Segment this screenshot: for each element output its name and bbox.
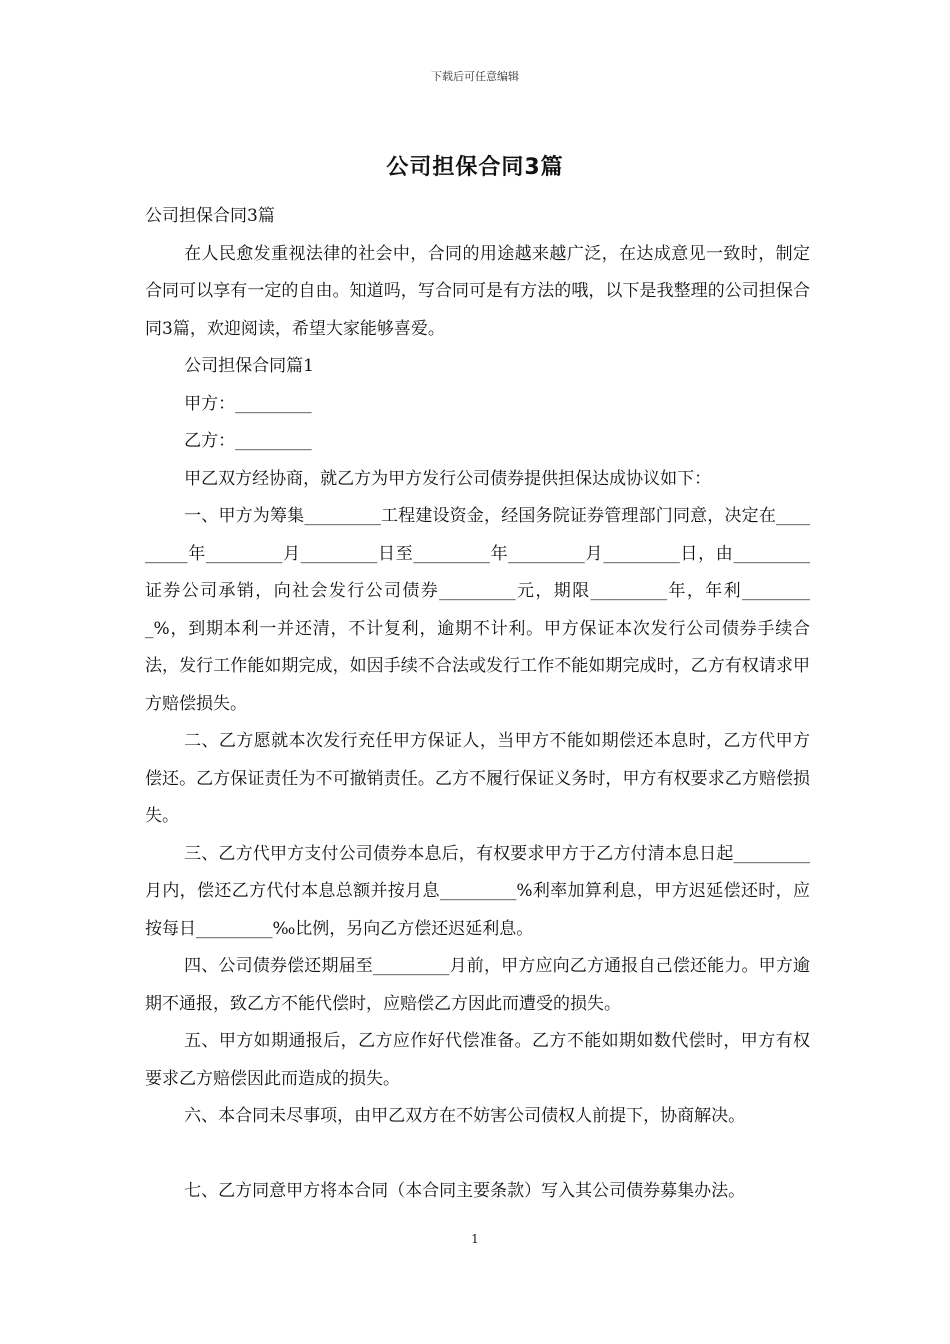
blank-line	[145, 1136, 810, 1174]
party-b-line: 乙方：_________	[184, 431, 312, 451]
intro-paragraph: 在人民愈发重视法律的社会中，合同的用途越来越广泛，在达成意见一致时，制定合同可以享有一定的自由。知道吗，写合同可是有方法的哦，以下是我整理的公司担保合同3篇，欢迎阅读，希望大家能够喜爱。	[145, 243, 810, 339]
clause-3: 三、乙方代甲方支付公司债券本息后，有权要求甲方于乙方付清本息日起_________月内，偿还乙方代付本息总额并按月息_________%利率加算利息，甲方迟延偿还时，应按每日_________‰比例，另向乙方偿还迟延利息。	[145, 843, 810, 939]
party-a-line: 甲方：_________	[184, 393, 312, 414]
clause-7: 七、乙方同意甲方将本合同（本合同主要条款）写入其公司债券募集办法。	[184, 1181, 746, 1201]
clause-1: 一、甲方为筹集_________工程建设资金，经国务院证券管理部门同意，决定在_________年_________月_________日至_________年_________月_________日，由_________证券公司承销，向社会发行公司债券_________元，期限_________年，年利_________%，到期本利一并还清，不计复利，逾期不计利。甲方保证本次发行公司债券手续合法，发行工作能如期完成，如因手续不合法或发行工作不能如期完成时，乙方有权请求甲方赔偿损失。	[145, 506, 810, 714]
section-heading: 公司担保合同篇1	[184, 356, 314, 376]
document-body	[145, 198, 810, 1211]
document-title: 公司担保合同3篇	[386, 155, 564, 180]
page-number: 1	[471, 1232, 479, 1246]
clause-6: 六、本合同未尽事项，由甲乙双方在不妨害公司债权人前提下，协商解决。	[184, 1106, 746, 1126]
clause-5: 五、甲方如期通报后，乙方应作好代偿准备。乙方不能如期如数代偿时，甲方有权要求乙方赔偿因此而造成的损失。	[145, 1031, 810, 1089]
agreement-preamble: 甲乙双方经协商，就乙方为甲方发行公司债券提供担保达成协议如下：	[184, 468, 712, 489]
clause-2: 二、乙方愿就本次发行充任甲方保证人，当甲方不能如期偿还本息时，乙方代甲方偿还。乙方保证责任为不可撤销责任。乙方不履行保证义务时，甲方有权要求乙方赔偿损失。	[145, 731, 810, 826]
clause-4: 四、公司债券偿还期届至_________月前，甲方应向乙方通报自己偿还能力。甲方逾期不通报，致乙方不能代偿时，应赔偿乙方因此而遭受的损失。	[145, 956, 810, 1014]
header-note: 下载后可任意编辑	[431, 70, 519, 83]
subtitle-line: 公司担保合同3篇	[145, 206, 275, 226]
